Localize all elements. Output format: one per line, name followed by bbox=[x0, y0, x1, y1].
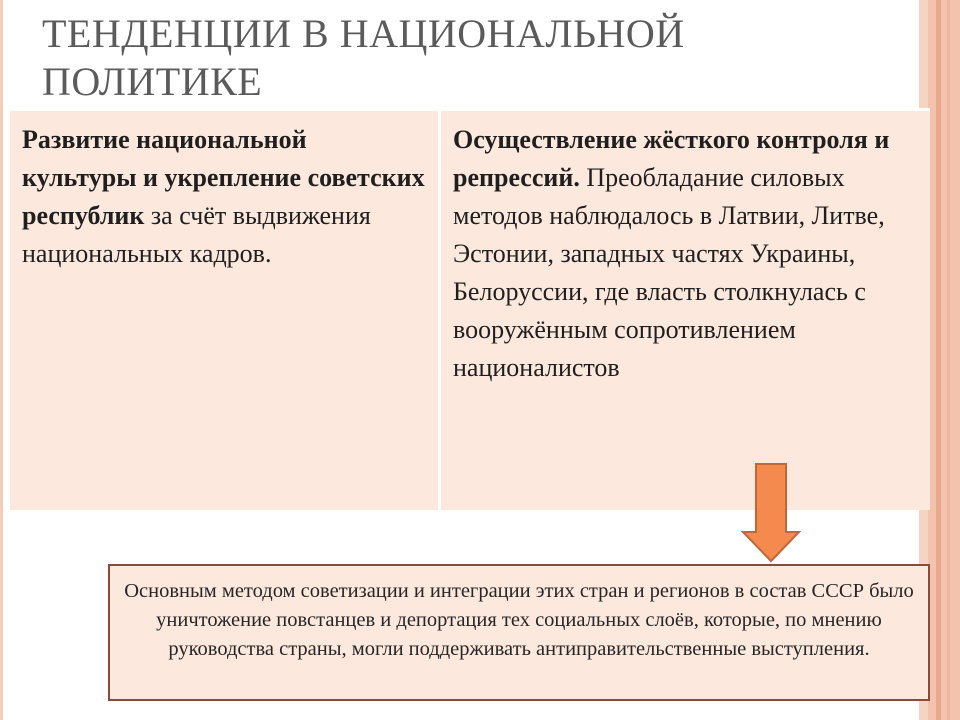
repression-text: Преобладание силовых методов наблюдалось в Латвии, Литве, Эстонии, западных частях Украины, Белоруссии, где власть столкнулась с вооружённым сопротивлением националистов bbox=[453, 163, 885, 382]
development-heading: Развитие национальной культуры и укрепление советских республик bbox=[22, 125, 425, 230]
down-arrow-shape bbox=[743, 464, 799, 561]
right-decor-band bbox=[928, 0, 960, 720]
repression-heading: Осуществление жёсткого контроля и репрессий. bbox=[453, 125, 890, 192]
right-decor-line-1 bbox=[936, 0, 941, 720]
trend-cell-development bbox=[10, 111, 441, 510]
conclusion-box bbox=[108, 564, 930, 701]
left-decor-line bbox=[0, 0, 3, 720]
trend-cell-repression bbox=[441, 111, 930, 510]
right-decor-line-2 bbox=[947, 0, 950, 720]
slide-title: ТЕНДЕНЦИИ В НАЦИОНАЛЬНОЙ ПОЛИТИКЕ bbox=[42, 11, 685, 104]
development-text: за счёт выдвижения национальных кадров. bbox=[22, 201, 371, 268]
trends-table bbox=[10, 108, 930, 510]
down-arrow-icon bbox=[740, 462, 802, 564]
conclusion-text: Основным методом советизации и интеграции этих стран и регионов в состав СССР было уничтожение повстанцев и депортация тех социальных слоёв, которые, по мнению руководства страны, могли поддерживать антиправительственные выступления. bbox=[124, 580, 914, 660]
